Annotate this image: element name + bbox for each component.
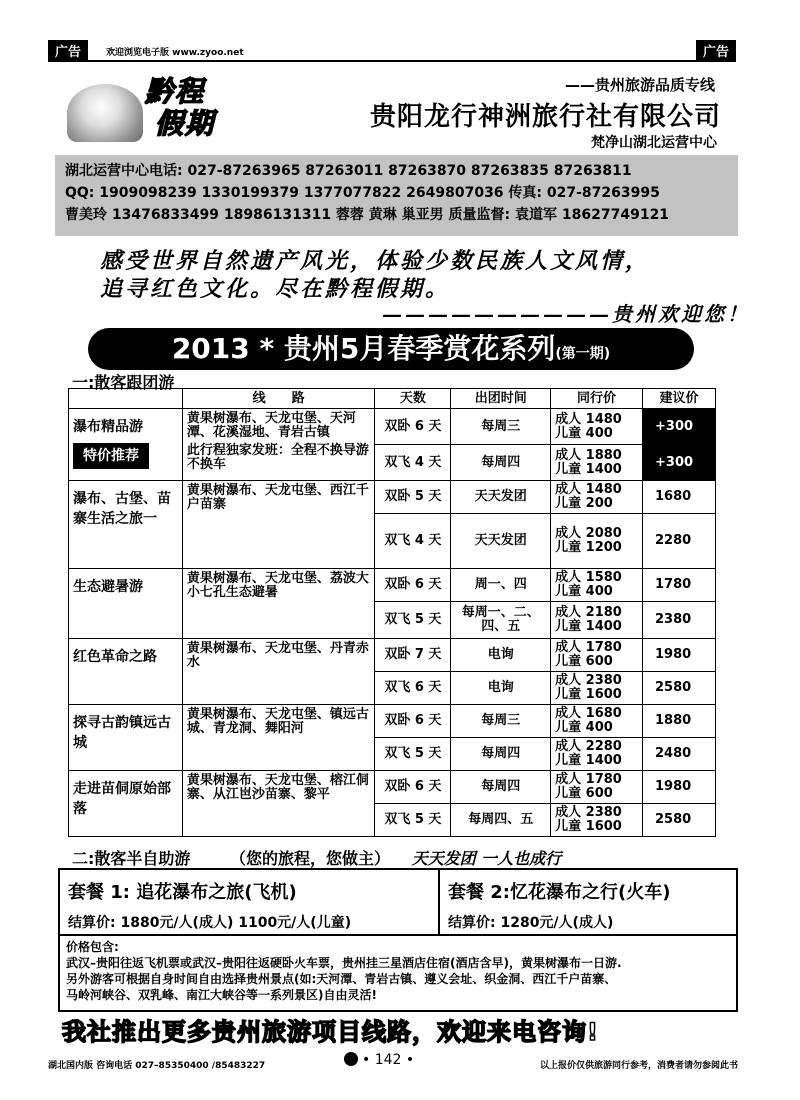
- price-cell: 成人 1580 儿童 400: [551, 569, 643, 602]
- tour-table: [68, 388, 716, 837]
- note-text-3: 马岭河峡谷、双乳峰、南江大峡谷等一系列景区)自由灵活!: [66, 988, 377, 1002]
- days-cell: 双卧 5 天: [375, 481, 451, 514]
- suggested-price-cell: 2280: [643, 514, 716, 569]
- days-cell: 双卧 6 天: [375, 705, 451, 738]
- note-label: 价格包含:: [66, 940, 119, 954]
- ad-tag-left: 广告: [48, 40, 88, 60]
- package-divider: [438, 870, 440, 934]
- tour-name-cell: 生态避暑游: [69, 569, 183, 639]
- price-cell: 成人 1480 儿童 200: [551, 481, 643, 514]
- handwriting-line-3: ——————————贵州欢迎您！: [382, 302, 750, 326]
- contact-block: [55, 155, 738, 236]
- header-route: 线 路: [182, 389, 375, 409]
- tour-route-cell: 黄果树瀑布、天龙屯堡、天河潭、花溪湿地、青岩古镇 此行程独家发班：全程不换导游不换车: [182, 409, 375, 481]
- suggested-price-cell: 1980: [643, 639, 716, 672]
- section-2-header: [72, 846, 561, 869]
- section-2-subtitle: （您的旅程，您做主）: [229, 849, 390, 868]
- price-cell: 成人 1480 儿童 400: [551, 409, 643, 445]
- tour-name-cell: 走进苗侗原始部落: [69, 771, 183, 837]
- depart-cell: 每周一、二、四、五: [451, 602, 551, 639]
- suggested-price-cell: 1880: [643, 705, 716, 738]
- depart-cell: 天天发团: [451, 481, 551, 514]
- handwriting-line-1: 感受世界自然遗产风光，体验少数民族人文风情，: [100, 248, 651, 274]
- table-row: [69, 481, 716, 514]
- price-cell: 成人 2380 儿童 1600: [551, 804, 643, 837]
- depart-cell: 每周四: [451, 445, 551, 481]
- price-cell: 成人 1880 儿童 1400: [551, 445, 643, 481]
- days-cell: 双飞 5 天: [375, 804, 451, 837]
- section-2-tagline: 天天发团 一人也成行: [411, 849, 562, 868]
- contact-qq-line: QQ: 1909098239 1330199379 1377077822 2649807036 传真: 027-87263995: [65, 185, 660, 201]
- days-cell: 双卧 6 天: [375, 569, 451, 602]
- price-cell: 成人 1680 儿童 400: [551, 705, 643, 738]
- depart-cell: 每周三: [451, 705, 551, 738]
- header-suggested-price: 建议价: [643, 389, 716, 409]
- header-depart: 出团时间: [451, 389, 551, 409]
- route-note: 此行程独家发班：全程不换导游不换车: [186, 443, 369, 472]
- contact-staff-line: 曹美玲 13476833499 18986131311 蓉蓉 黄琳 巢亚男 质量监督: 袁道军 18627749121: [65, 207, 670, 223]
- header-name: [69, 389, 183, 409]
- days-cell: 双飞 6 天: [375, 672, 451, 705]
- price-cell: 成人 2380 儿童 1600: [551, 672, 643, 705]
- table-header-row: [69, 389, 716, 409]
- tour-name-cell: 红色革命之路: [69, 639, 183, 705]
- package-2-title: 套餐 2:忆花瀑布之行(火车): [448, 882, 671, 903]
- footer-left: 湖北国内版 咨询电话 027–85350400 /85483227: [48, 1061, 266, 1071]
- note-text-2: 另外游客可根据自身时间自由选择贵州景点(如:天河潭、青岩古镇、遵义会址、织金洞、西江千户苗寨、: [66, 972, 617, 986]
- top-bar: [48, 40, 736, 62]
- call-to-action: 我社推出更多贵州旅游项目线路，欢迎来电咨询!: [62, 1018, 599, 1046]
- sun-icon: [67, 84, 143, 142]
- days-cell: 双飞 5 天: [375, 738, 451, 771]
- days-cell: 双卧 6 天: [375, 771, 451, 804]
- footer-right: 以上报价仅供旅游同行参考，消费者请勿参阅此书: [539, 1061, 738, 1071]
- banner-issue: (第一期): [555, 346, 611, 362]
- depart-cell: 每周三: [451, 409, 551, 445]
- table-row: [69, 771, 716, 804]
- suggested-price-cell: 2580: [643, 672, 716, 705]
- depart-cell: 每周四、五: [451, 804, 551, 837]
- ad-tag-right: 广告: [696, 40, 736, 60]
- price-cell: 成人 2280 儿童 1400: [551, 738, 643, 771]
- package-1-price: 结算价: 1880元/人(成人) 1100元/人(儿童): [68, 915, 352, 931]
- tour-route-cell: 黄果树瀑布、天龙屯堡、榕江侗寨、从江岜沙苗寨、黎平: [182, 771, 375, 837]
- suggested-price-cell: 2480: [643, 738, 716, 771]
- days-cell: 双卧 6 天: [375, 409, 451, 445]
- header-peer-price: 同行价: [551, 389, 643, 409]
- table-row: [69, 705, 716, 738]
- header-days: 天数: [375, 389, 451, 409]
- depart-cell: 天天发团: [451, 514, 551, 569]
- operation-center: 梵净山湖北运营中心: [591, 135, 717, 151]
- depart-cell: 电询: [451, 672, 551, 705]
- tour-route-cell: 黄果树瀑布、天龙屯堡、荔波大小七孔生态避暑: [182, 569, 375, 639]
- page-number: • 142 •: [344, 1052, 414, 1068]
- section-1-title: 一:散客跟团游: [72, 373, 175, 392]
- tour-route-cell: 黄果树瀑布、天龙屯堡、西江千户苗寨: [182, 481, 375, 569]
- page-badge-icon: [344, 1052, 358, 1066]
- contact-phone-line: 湖北运营中心电话: 027-87263965 87263011 87263870 87263835 87263811: [65, 163, 632, 179]
- price-cell: 成人 2180 儿童 1400: [551, 602, 643, 639]
- suggested-price-cell: 1980: [643, 771, 716, 804]
- note-text-1: 武汉–贵阳往返飞机票或武汉–贵阳往返硬卧火车票，贵州挂三星酒店住宿(酒店含早)，黄果树瀑布一日游.: [66, 956, 622, 970]
- suggested-price-cell: +300: [643, 409, 716, 445]
- slogan: ——贵州旅游品质专线: [564, 76, 715, 94]
- suggested-price-cell: 1680: [643, 481, 716, 514]
- package-1-title: 套餐 1: 追花瀑布之旅(飞机): [68, 882, 297, 903]
- table-row: [69, 569, 716, 602]
- company-name: 贵阳龙行神洲旅行社有限公司: [369, 102, 721, 132]
- tour-name-cell: 瀑布、古堡、苗寨生活之旅一: [69, 481, 183, 569]
- suggested-price-cell: 1780: [643, 569, 716, 602]
- packages-box: [58, 868, 738, 936]
- price-cell: 成人 1780 儿童 600: [551, 771, 643, 804]
- logo-text: 黔程 假期: [145, 75, 216, 140]
- table-row: [69, 409, 716, 445]
- suggested-price-cell: 2580: [643, 804, 716, 837]
- table-row: [69, 639, 716, 672]
- series-banner: [88, 328, 694, 370]
- depart-cell: 每周四: [451, 771, 551, 804]
- days-cell: 双飞 4 天: [375, 514, 451, 569]
- suggested-price-cell: +300: [643, 445, 716, 481]
- price-includes-note: [58, 936, 738, 1012]
- days-cell: 双卧 7 天: [375, 639, 451, 672]
- depart-cell: 周一、四: [451, 569, 551, 602]
- special-offer-badge: 特价推荐: [73, 443, 149, 469]
- package-2-price: 结算价: 1280元/人(成人): [448, 915, 614, 931]
- days-cell: 双飞 5 天: [375, 602, 451, 639]
- banner-title: 2013 * 贵州5月春季赏花系列: [171, 332, 556, 365]
- handwriting-line-2: 追寻红色文化。尽在黔程假期。: [100, 276, 451, 302]
- section-2-title: 二:散客半自助游: [72, 849, 191, 868]
- price-cell: 成人 2080 儿童 1200: [551, 514, 643, 569]
- tour-route-cell: 黄果树瀑布、天龙屯堡、镇远古城、青龙洞、舞阳河: [182, 705, 375, 771]
- depart-cell: 每周四: [451, 738, 551, 771]
- header: [55, 64, 735, 155]
- days-cell: 双飞 4 天: [375, 445, 451, 481]
- tour-name-cell: 探寻古韵镇远古城: [69, 705, 183, 771]
- brand-logo: [67, 76, 267, 146]
- price-cell: 成人 1780 儿童 600: [551, 639, 643, 672]
- depart-cell: 电询: [451, 639, 551, 672]
- suggested-price-cell: 2380: [643, 602, 716, 639]
- tour-name-cell: 瀑布精品游 特价推荐: [69, 409, 183, 481]
- tour-route-cell: 黄果树瀑布、天龙屯堡、丹青赤水: [182, 639, 375, 705]
- site-url: 欢迎浏览电子版 www.zyoo.net: [106, 48, 244, 58]
